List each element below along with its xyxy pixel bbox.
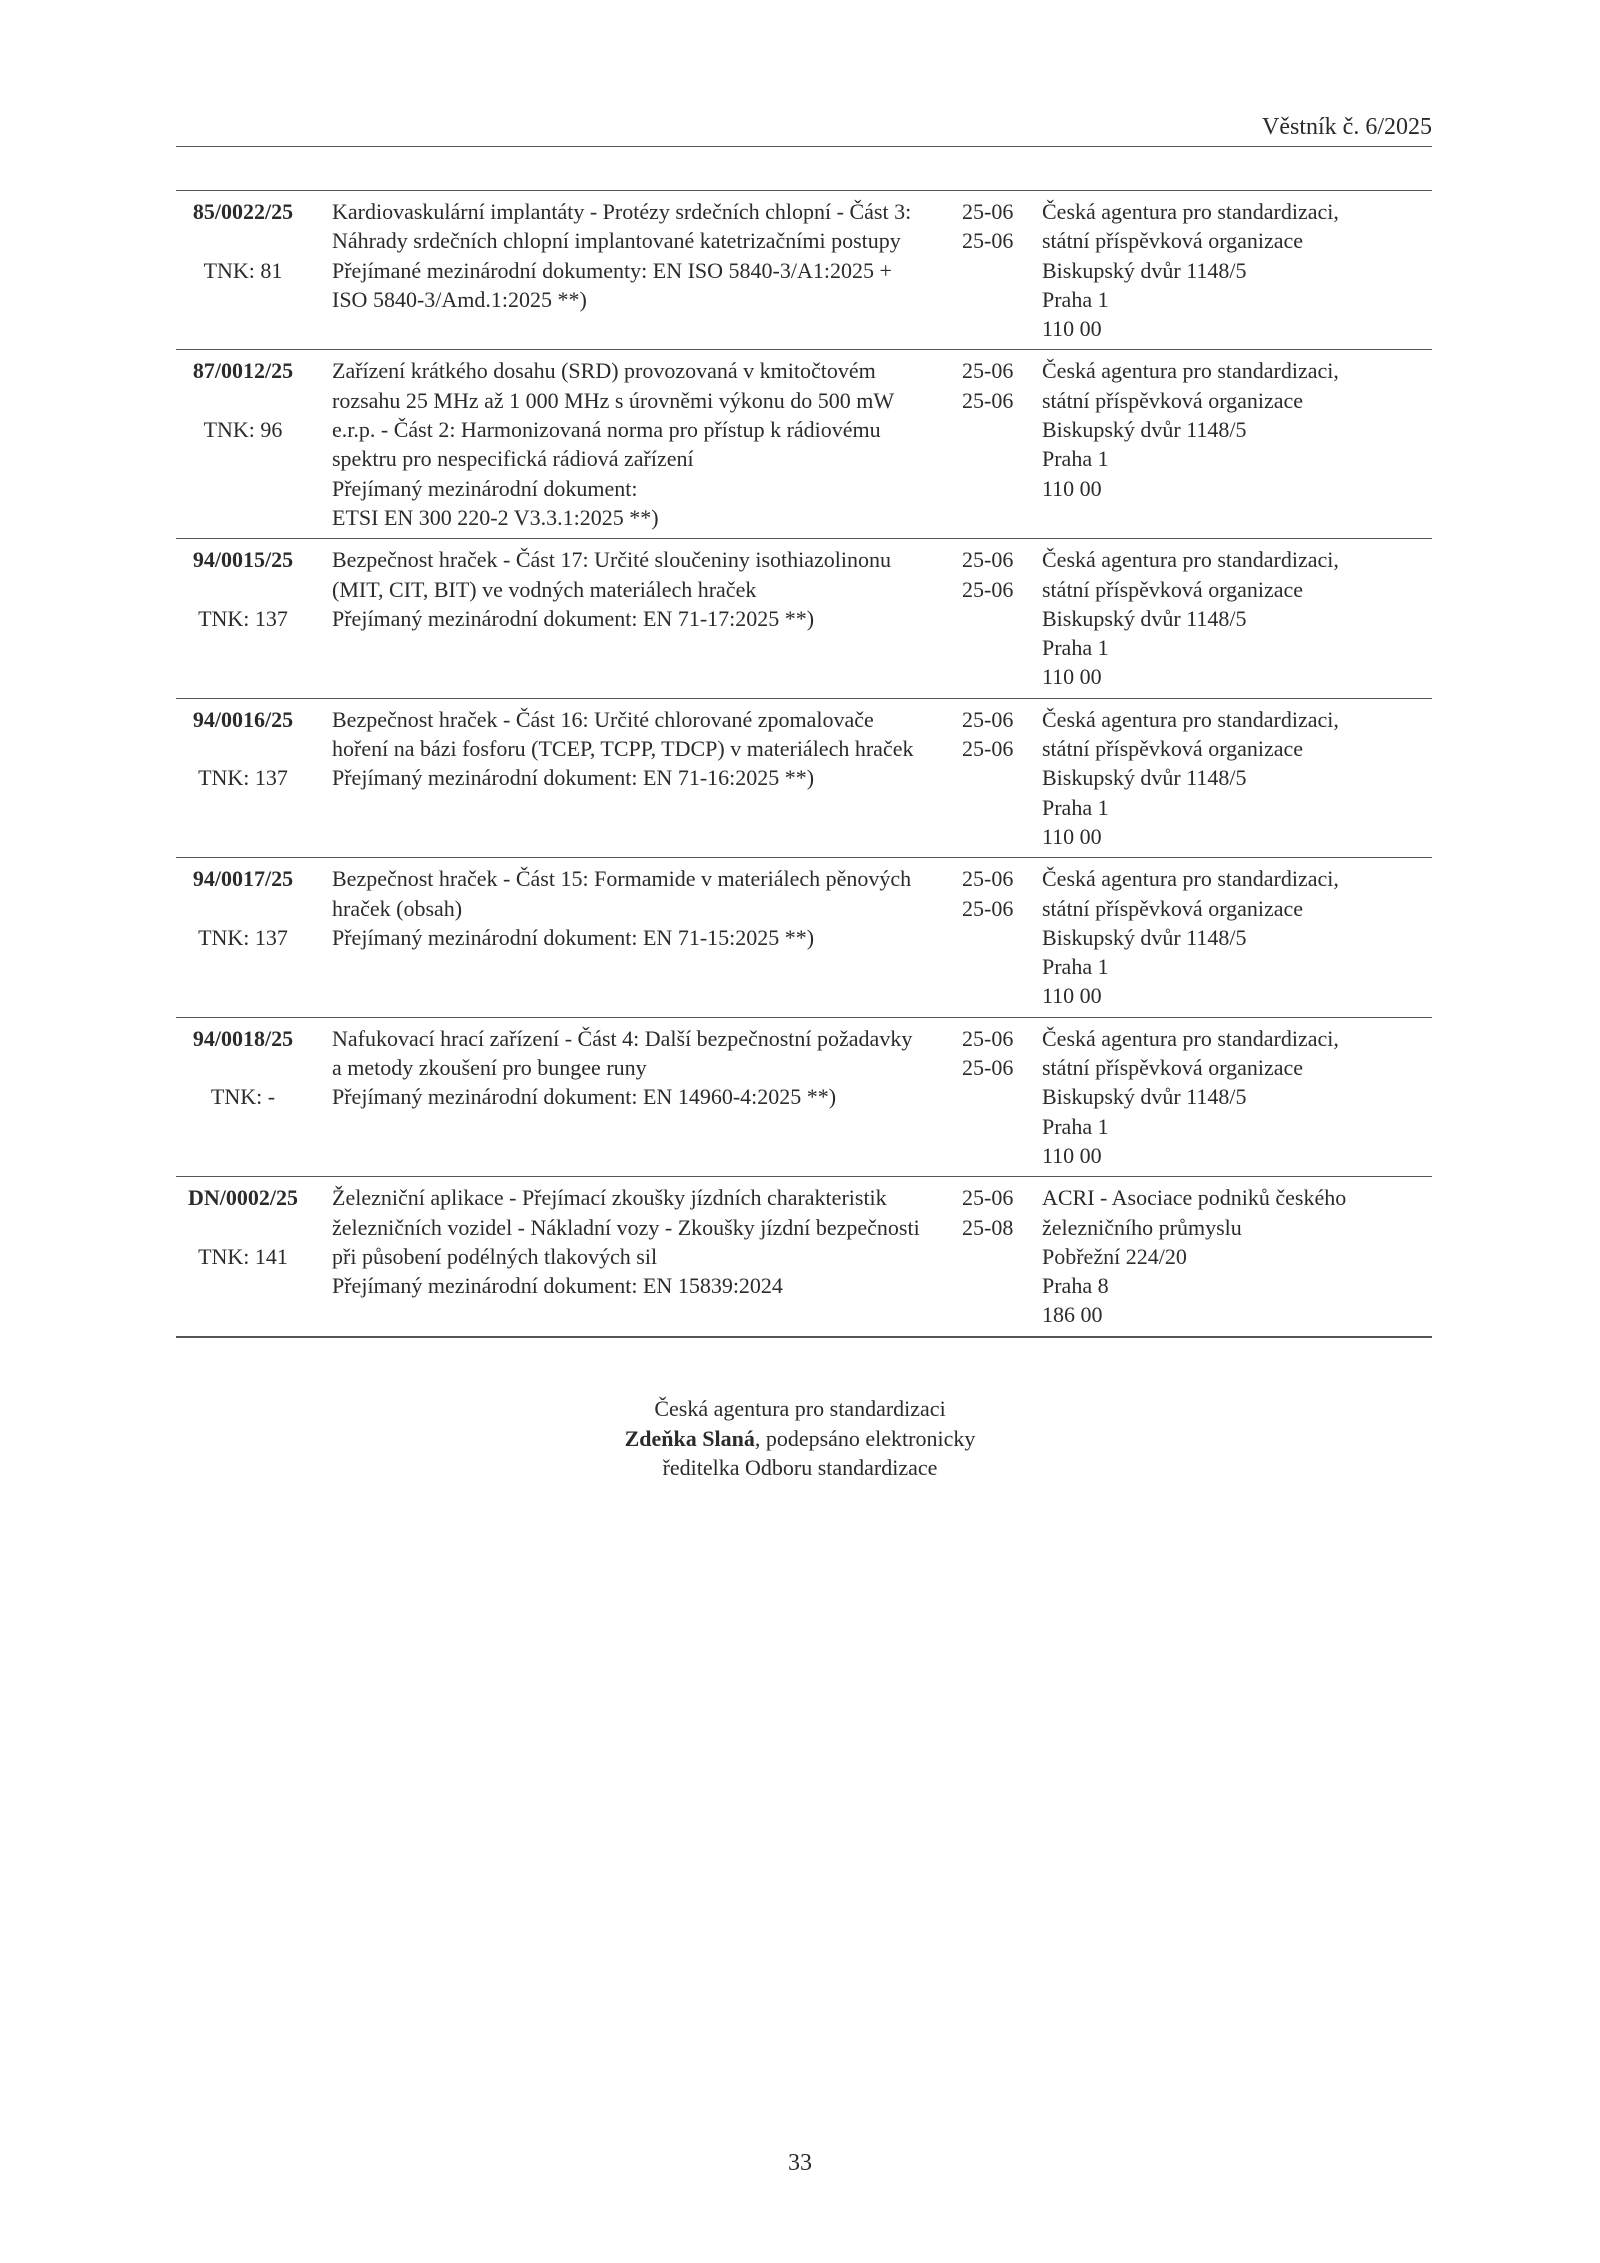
org-line: Česká agentura pro standardizaci,: [1042, 1025, 1339, 1051]
entry-id-column: [176, 1024, 310, 1170]
entry-dates: [958, 356, 1032, 532]
date-end: 25-08: [962, 1214, 1014, 1240]
entry-number: 87/0012/25: [192, 358, 294, 384]
org-line: 110 00: [1042, 475, 1102, 501]
entry-number: 94/0016/25: [192, 706, 294, 732]
org-line: 110 00: [1042, 823, 1102, 849]
entry-number: 94/0015/25: [192, 547, 294, 573]
standard-entry: [176, 190, 1432, 349]
entry-id-column: [176, 864, 310, 1010]
date-start: 25-06: [962, 358, 1014, 384]
title-line: Bezpečnost hraček - Část 17: Určité sloučeniny isothiazolinonu: [332, 547, 892, 573]
entry-dates: [958, 197, 1032, 343]
entry-title: [310, 1183, 958, 1329]
entry-tnk: TNK: 137: [198, 924, 288, 950]
entry-number: 94/0018/25: [192, 1025, 294, 1051]
title-line: Bezpečnost hraček - Část 16: Určité chlorované zpomalovače: [332, 706, 874, 732]
signature-note: , podepsáno elektronicky: [754, 1425, 976, 1451]
title-line: Zařízení krátkého dosahu (SRD) provozovaná v kmitočtovém: [332, 358, 876, 384]
title-line: (MIT, CIT, BIT) ve vodných materiálech hraček: [332, 576, 757, 602]
entry-organization: [1032, 1024, 1432, 1170]
entry-dates: [958, 1024, 1032, 1170]
org-line: Praha 1: [1042, 954, 1109, 980]
entry-number: 94/0017/25: [192, 866, 294, 892]
entry-organization: [1032, 197, 1432, 343]
signature-line: [0, 1424, 1600, 1454]
date-end: 25-06: [962, 1055, 1014, 1081]
entry-number: DN/0002/25: [188, 1185, 298, 1211]
org-line: státní příspěvková organizace: [1042, 228, 1304, 254]
date-start: 25-06: [962, 199, 1014, 224]
org-line: státní příspěvková organizace: [1042, 576, 1304, 602]
entry-id-column: [176, 356, 310, 532]
date-start: 25-06: [962, 1025, 1014, 1051]
entry-id-column: [176, 545, 310, 691]
publication-header: Věstník č. 6/2025: [1262, 114, 1432, 140]
org-line: Česká agentura pro standardizaci,: [1042, 199, 1339, 224]
standard-entry: [176, 698, 1432, 857]
title-line: rozsahu 25 MHz až 1 000 MHz s úrovněmi výkonu do 500 mW: [332, 387, 895, 413]
title-line: Nafukovací hrací zařízení - Část 4: Další bezpečnostní požadavky: [332, 1025, 913, 1051]
entry-title: [310, 1024, 958, 1170]
title-line: spektru pro nespecifická rádiová zařízení: [332, 446, 694, 472]
title-line: hoření na bázi fosforu (TCEP, TCPP, TDCP) v materiálech hraček: [332, 736, 914, 762]
org-line: železničního průmyslu: [1042, 1214, 1242, 1240]
standard-entry: [176, 538, 1432, 697]
title-line: Železniční aplikace - Přejímací zkoušky jízdních charakteristik: [332, 1185, 887, 1211]
org-line: Biskupský dvůr 1148/5: [1042, 257, 1247, 283]
title-line: Náhrady srdečních chlopní implantované katetrizačními postupy: [332, 228, 901, 254]
entry-tnk: TNK: -: [210, 1084, 276, 1110]
org-line: Praha 1: [1042, 446, 1109, 472]
date-start: 25-06: [962, 706, 1014, 732]
entry-tnk: TNK: 96: [203, 417, 283, 443]
org-line: Biskupský dvůr 1148/5: [1042, 605, 1247, 631]
title-line: Přejímaný mezinárodní dokument: EN 71-17:2025 **): [332, 605, 815, 631]
entry-organization: [1032, 864, 1432, 1010]
entry-organization: [1032, 705, 1432, 851]
title-line: a metody zkoušení pro bungee runy: [332, 1055, 647, 1081]
entry-dates: [958, 705, 1032, 851]
date-end: 25-06: [962, 736, 1014, 762]
org-line: Praha 1: [1042, 635, 1109, 661]
org-line: 110 00: [1042, 316, 1102, 342]
entry-dates: [958, 545, 1032, 691]
entry-number: 85/0022/25: [192, 199, 294, 224]
entry-dates: [958, 864, 1032, 1010]
standard-entry: [176, 349, 1432, 538]
date-start: 25-06: [962, 547, 1014, 573]
title-line: železničních vozidel - Nákladní vozy - Zkoušky jízdní bezpečnosti: [332, 1214, 920, 1240]
page-number: 33: [788, 2150, 812, 2176]
org-line: státní příspěvková organizace: [1042, 895, 1304, 921]
org-line: Biskupský dvůr 1148/5: [1042, 417, 1247, 443]
org-line: ACRI - Asociace podniků českého: [1042, 1185, 1347, 1211]
date-start: 25-06: [962, 1185, 1014, 1211]
standard-entry: [176, 1176, 1432, 1337]
signature-org: Česká agentura pro standardizaci: [654, 1396, 946, 1421]
standards-list: [176, 190, 1432, 1338]
entry-title: [310, 705, 958, 851]
entry-tnk: TNK: 137: [198, 605, 288, 631]
title-line: při působení podélných tlakových sil: [332, 1243, 658, 1269]
title-line: hraček (obsah): [332, 895, 463, 921]
entry-title: [310, 545, 958, 691]
title-line: Přejímaný mezinárodní dokument: EN 71-16:2025 **): [332, 765, 815, 791]
title-line: Přejímaný mezinárodní dokument: EN 14960-4:2025 **): [332, 1084, 837, 1110]
date-end: 25-06: [962, 576, 1014, 602]
standard-entry: [176, 857, 1432, 1016]
entry-dates: [958, 1183, 1032, 1329]
title-line: Přejímaný mezinárodní dokument:: [332, 475, 638, 501]
title-line: Přejímaný mezinárodní dokument: EN 71-15:2025 **): [332, 924, 815, 950]
standard-entry: [176, 1017, 1432, 1176]
entry-tnk: TNK: 141: [198, 1243, 288, 1269]
org-line: Praha 1: [1042, 286, 1109, 312]
entry-tnk: TNK: 137: [198, 765, 288, 791]
entry-title: [310, 356, 958, 532]
org-line: 110 00: [1042, 983, 1102, 1009]
signatory-role: ředitelka Odboru standardizace: [662, 1455, 938, 1480]
entry-id-column: [176, 705, 310, 851]
title-line: ETSI EN 300 220-2 V3.3.1:2025 **): [332, 504, 659, 530]
org-line: Česká agentura pro standardizaci,: [1042, 358, 1339, 384]
org-line: Česká agentura pro standardizaci,: [1042, 866, 1339, 892]
title-line: e.r.p. - Část 2: Harmonizovaná norma pro přístup k rádiovému: [332, 417, 881, 443]
entry-id-column: [176, 197, 310, 343]
date-end: 25-06: [962, 228, 1014, 254]
entry-organization: [1032, 356, 1432, 532]
title-line: Přejímané mezinárodní dokumenty: EN ISO 5840-3/A1:2025 +: [332, 257, 892, 283]
date-end: 25-06: [962, 387, 1014, 413]
org-line: státní příspěvková organizace: [1042, 1055, 1304, 1081]
entry-organization: [1032, 545, 1432, 691]
entry-tnk: TNK: 81: [203, 257, 283, 283]
org-line: Biskupský dvůr 1148/5: [1042, 1084, 1247, 1110]
title-line: Bezpečnost hraček - Část 15: Formamide v materiálech pěnových: [332, 866, 912, 892]
title-line: Přejímaný mezinárodní dokument: EN 15839:2024: [332, 1273, 783, 1299]
entry-id-column: [176, 1183, 310, 1329]
org-line: státní příspěvková organizace: [1042, 736, 1304, 762]
org-line: Česká agentura pro standardizaci,: [1042, 547, 1339, 573]
org-line: Česká agentura pro standardizaci,: [1042, 706, 1339, 732]
entry-organization: [1032, 1183, 1432, 1329]
signatory-name: Zdeňka Slaná: [624, 1425, 755, 1451]
org-line: Biskupský dvůr 1148/5: [1042, 924, 1247, 950]
date-end: 25-06: [962, 895, 1014, 921]
org-line: Praha 1: [1042, 1113, 1109, 1139]
entry-title: [310, 197, 958, 343]
org-line: 110 00: [1042, 664, 1102, 690]
signature-block: [0, 1394, 1600, 1483]
org-line: Praha 1: [1042, 794, 1109, 820]
title-line: ISO 5840-3/Amd.1:2025 **): [332, 286, 587, 312]
org-line: státní příspěvková organizace: [1042, 387, 1304, 413]
org-line: Pobřežní 224/20: [1042, 1243, 1187, 1269]
org-line: Praha 8: [1042, 1273, 1109, 1299]
title-line: Kardiovaskulární implantáty - Protézy srdečních chlopní - Část 3:: [332, 199, 912, 224]
date-start: 25-06: [962, 866, 1014, 892]
header-rule: [176, 146, 1432, 147]
entry-title: [310, 864, 958, 1010]
org-line: 110 00: [1042, 1142, 1102, 1168]
org-line: Biskupský dvůr 1148/5: [1042, 765, 1247, 791]
org-line: 186 00: [1042, 1302, 1103, 1328]
